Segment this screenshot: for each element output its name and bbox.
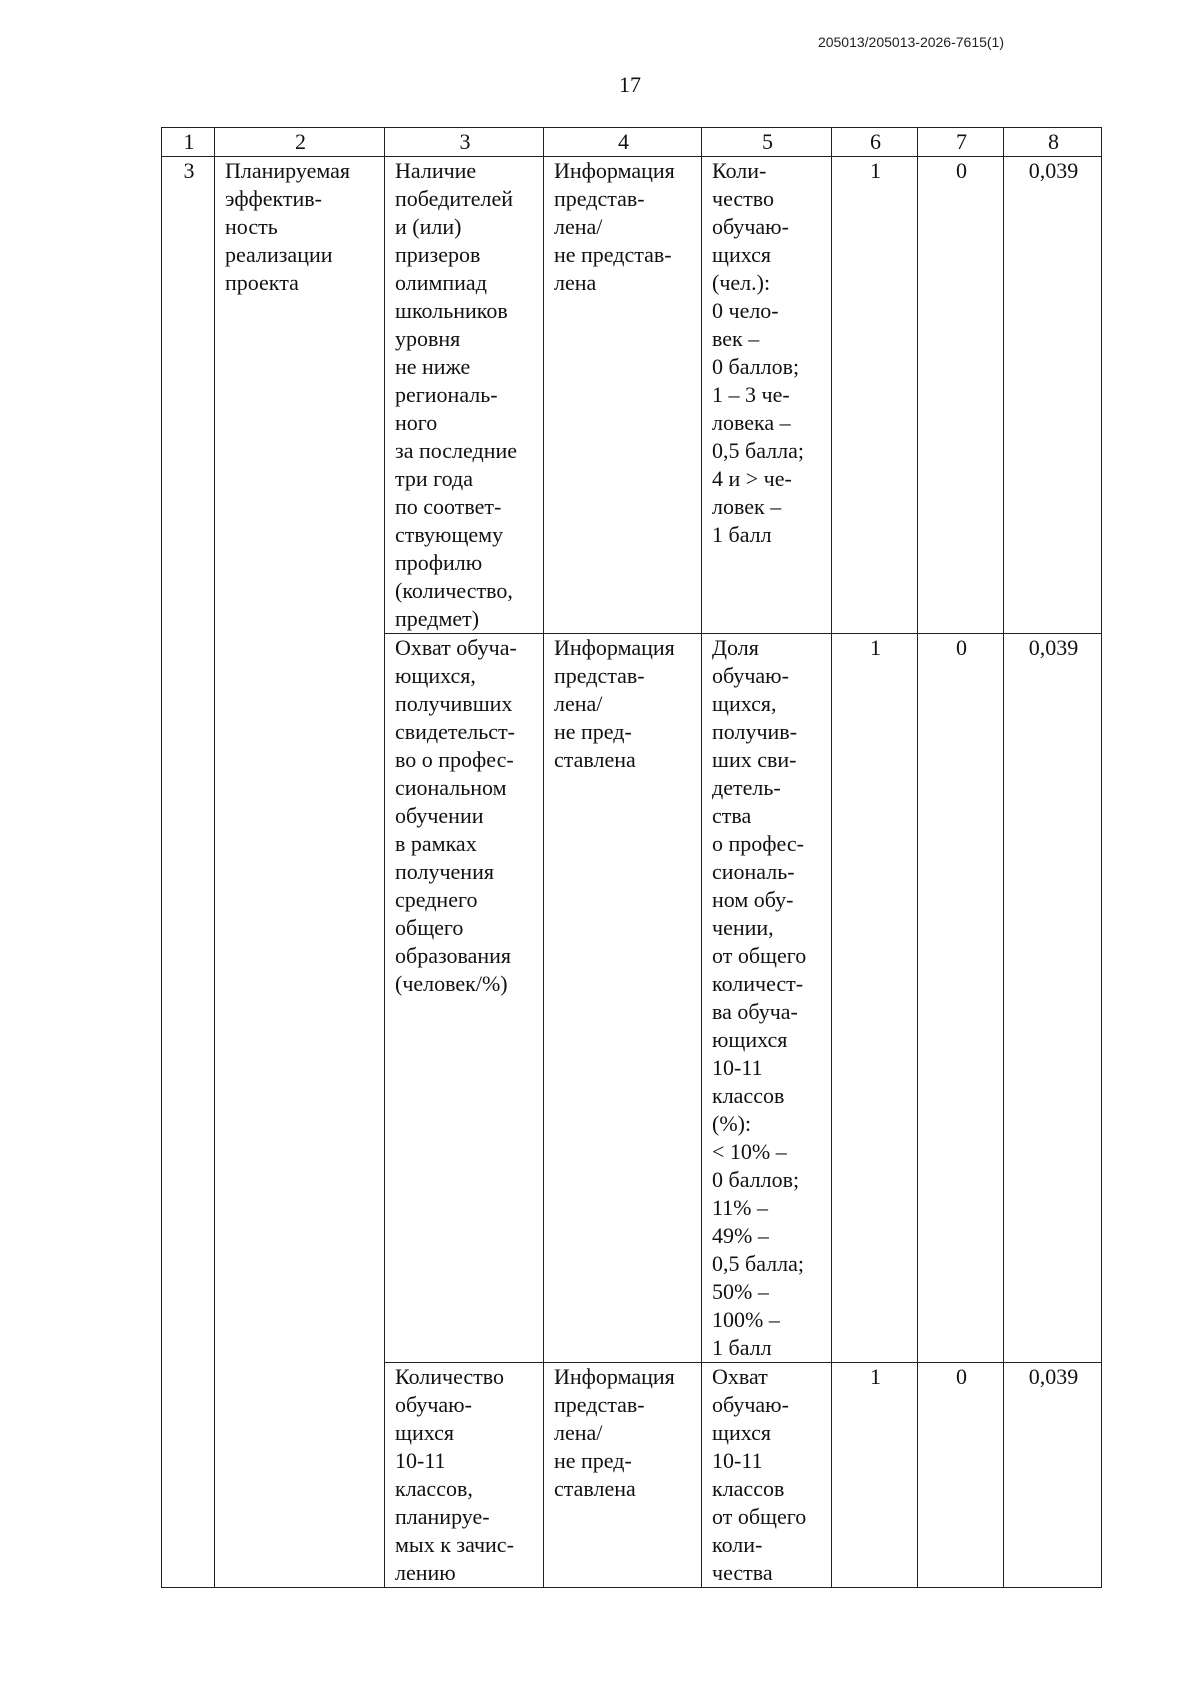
group-title: Планируемая эффектив- ность реализации проекта <box>215 157 385 1588</box>
value-cell-7: 0 <box>918 634 1004 1363</box>
value-cell-7: 0 <box>918 157 1004 634</box>
indicator-cell: Охват обуча- ющихся, получивших свидетельст- во о профес- сиональном обучении в рамках получения среднего общего образования (человек/%) <box>385 634 544 1363</box>
column-header-3: 3 <box>385 128 544 157</box>
table-row <box>162 157 1102 634</box>
column-header-1: 1 <box>162 128 215 157</box>
group-number: 3 <box>162 157 215 1588</box>
criteria-cell: Доля обучаю- щихся, получив- ших сви- детель- ства о профес- сиональ- ном обу- чении, от общего количест- ва обуча- ющихся 10-11 классов (%): < 10% – 0 баллов; 11% – 49% – 0,5 балла; 50% – 100% – 1 балл <box>702 634 832 1363</box>
column-header-4: 4 <box>544 128 702 157</box>
info-cell: Информация представ- лена/ не пред- ставлена <box>544 634 702 1363</box>
indicator-cell: Наличие победителей и (или) призеров олимпиад школьников уровня не ниже региональ- ного за последние три года по соответ- ствующему профилю (количество, предмет) <box>385 157 544 634</box>
value-cell-8: 0,039 <box>1004 1363 1102 1588</box>
column-number-row <box>162 128 1102 157</box>
column-header-2: 2 <box>215 128 385 157</box>
value-cell-8: 0,039 <box>1004 634 1102 1363</box>
criteria-cell: Охват обучаю- щихся 10-11 классов от общего коли- чества <box>702 1363 832 1588</box>
criteria-table <box>161 127 1102 1588</box>
indicator-cell: Количество обучаю- щихся 10-11 классов, планируе- мых к зачис- лению <box>385 1363 544 1588</box>
value-cell-7: 0 <box>918 1363 1004 1588</box>
column-header-6: 6 <box>832 128 918 157</box>
column-header-5: 5 <box>702 128 832 157</box>
page-number: 17 <box>619 72 641 97</box>
document-id: 205013/205013-2026-7615(1) <box>817 34 1004 50</box>
value-cell-6: 1 <box>832 157 918 634</box>
value-cell-6: 1 <box>832 634 918 1363</box>
value-cell-8: 0,039 <box>1004 157 1102 634</box>
value-cell-6: 1 <box>832 1363 918 1588</box>
column-header-8: 8 <box>1004 128 1102 157</box>
info-cell: Информация представ- лена/ не пред- ставлена <box>544 1363 702 1588</box>
column-header-7: 7 <box>918 128 1004 157</box>
info-cell: Информация представ- лена/ не представ- лена <box>544 157 702 634</box>
criteria-cell: Коли- чество обучаю- щихся (чел.): 0 чело- век – 0 баллов; 1 – 3 че- ловека – 0,5 балла; 4 и > че- ловек – 1 балл <box>702 157 832 634</box>
